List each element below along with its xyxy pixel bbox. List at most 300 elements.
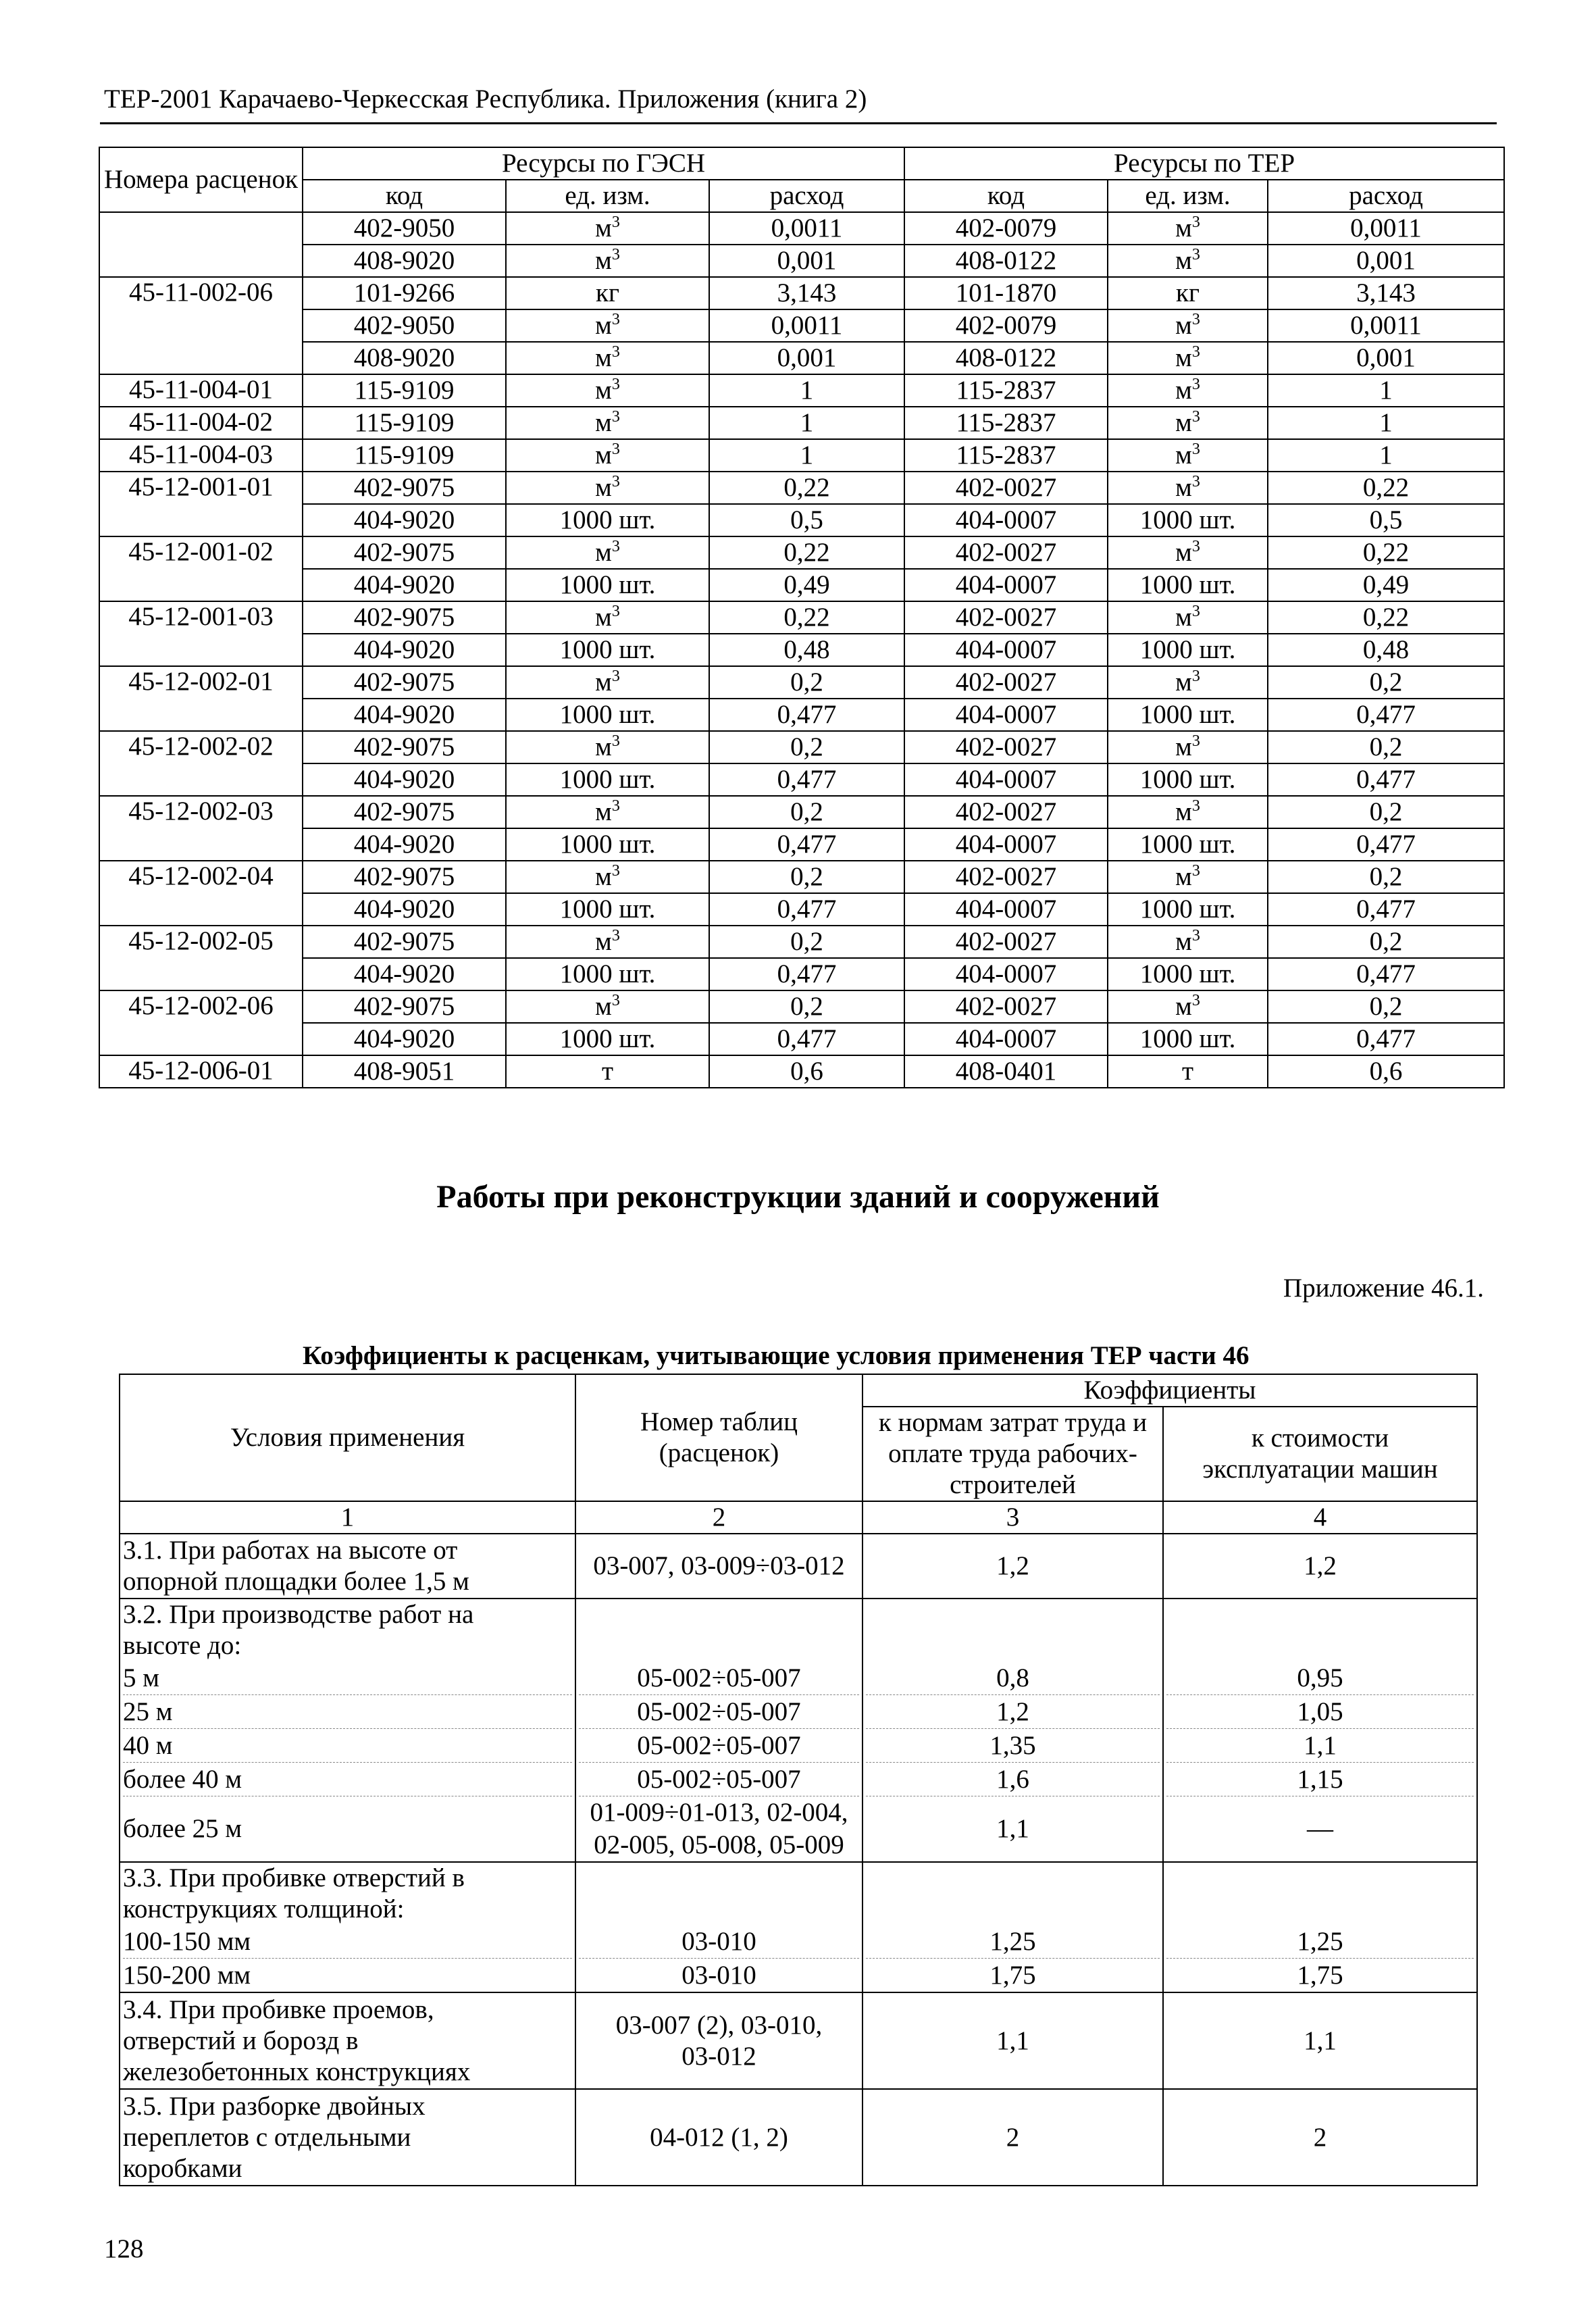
- unit-text: м: [595, 441, 612, 470]
- tables-value: 05-002÷05-007: [579, 1695, 859, 1729]
- gesn-code-cell: 404-9020: [303, 828, 506, 861]
- unit-text: м: [595, 213, 612, 243]
- ter-code-cell: 402-0027: [904, 666, 1108, 699]
- resource-row: [99, 699, 1504, 731]
- unit-exponent: 3: [611, 797, 620, 815]
- ter-consumption-cell: 0,477: [1268, 699, 1504, 731]
- ter-unit-cell: [1108, 634, 1268, 666]
- gesn-code-cell: 402-9075: [303, 861, 506, 893]
- header-machine-line: к стоимости: [1251, 1424, 1389, 1453]
- gesn-unit-cell: [506, 277, 709, 309]
- unit-text: м: [595, 668, 612, 697]
- gesn-unit-cell: [506, 893, 709, 926]
- unit-text: 1000 шт.: [559, 895, 656, 924]
- unit-text: м: [1175, 408, 1192, 437]
- unit-text: м: [595, 408, 612, 437]
- unit-exponent: 3: [611, 862, 620, 880]
- condition-line: опорной площадки более 1,5 м: [123, 1567, 469, 1596]
- resource-row: [99, 309, 1504, 342]
- header-gesn: Ресурсы по ГЭСН: [303, 147, 904, 180]
- ter-code-cell: 404-0007: [904, 569, 1108, 601]
- unit-text: 1000 шт.: [1139, 635, 1236, 664]
- tables-cell: [575, 1862, 863, 1992]
- header-labor-line: к нормам затрат труда и: [878, 1408, 1148, 1437]
- condition-line: 3.2. При производстве работ на: [123, 1600, 474, 1629]
- col-number: 4: [1163, 1501, 1477, 1534]
- ter-unit-cell: [1108, 601, 1268, 634]
- unit-text: кг: [596, 278, 619, 307]
- unit-text: м: [1175, 668, 1192, 697]
- gesn-unit-cell: [506, 699, 709, 731]
- unit-exponent: 3: [1191, 732, 1200, 750]
- unit-text: м: [1175, 538, 1192, 567]
- condition-cell: [120, 1534, 575, 1599]
- gesn-unit-cell: [506, 990, 709, 1023]
- labor-coef-cell: 1,2: [863, 1534, 1163, 1599]
- ter-consumption-cell: 0,477: [1268, 828, 1504, 861]
- resource-row: [99, 1055, 1504, 1088]
- gesn-code-cell: 408-9020: [303, 245, 506, 277]
- ter-code-cell: 402-0027: [904, 731, 1108, 763]
- unit-text: м: [1175, 441, 1192, 470]
- labor-coef-value: 1,6: [866, 1763, 1160, 1796]
- gesn-unit-cell: [506, 828, 709, 861]
- condition-line: 3.1. При работах на высоте от: [123, 1536, 458, 1565]
- ter-unit-cell: [1108, 407, 1268, 439]
- machine-coef-cell: 1,1: [1163, 1992, 1477, 2089]
- labor-coef-cell: 1,1: [863, 1992, 1163, 2089]
- ter-consumption-cell: 0,2: [1268, 990, 1504, 1023]
- ter-consumption-cell: 0,0011: [1268, 212, 1504, 245]
- gesn-consumption-cell: 0,2: [709, 990, 904, 1023]
- ter-code-cell: 404-0007: [904, 958, 1108, 990]
- unit-exponent: 3: [1191, 992, 1200, 1009]
- tables-value: 03-010: [681, 1961, 756, 1990]
- gesn-unit-cell: [506, 796, 709, 828]
- resource-row: [99, 439, 1504, 472]
- table2-caption: Коэффициенты к расценкам, учитывающие условия применения ТЕР части 46: [303, 1341, 1250, 1370]
- labor-coef-value: 1,35: [866, 1729, 1160, 1763]
- gesn-unit-cell: [506, 245, 709, 277]
- unit-text: м: [1175, 311, 1192, 340]
- unit-exponent: 3: [611, 473, 620, 491]
- tables-value: 05-002÷05-007: [579, 1729, 859, 1763]
- ter-unit-cell: [1108, 958, 1268, 990]
- gesn-code-cell: 408-9051: [303, 1055, 506, 1088]
- ter-unit-cell: [1108, 245, 1268, 277]
- ter-code-cell: 404-0007: [904, 828, 1108, 861]
- resource-row: [99, 472, 1504, 504]
- ter-unit-cell: [1108, 990, 1268, 1023]
- unit-text: 1000 шт.: [559, 635, 656, 664]
- rate-number-cell: 45-11-004-01: [99, 374, 303, 407]
- unit-text: м: [595, 311, 612, 340]
- tables-cell: [575, 1599, 863, 1862]
- table2-row-3-3: [120, 1862, 1477, 1992]
- ter-unit-cell: [1108, 861, 1268, 893]
- labor-coef-cell: 2: [863, 2089, 1163, 2186]
- resources-table-body: [99, 212, 1504, 1088]
- gesn-unit-cell: [506, 731, 709, 763]
- resource-row: [99, 926, 1504, 958]
- unit-text: м: [1175, 213, 1192, 243]
- unit-text: 1000 шт.: [559, 765, 656, 794]
- condition-line: 3.5. При разборке двойных: [123, 2091, 426, 2121]
- unit-exponent: 3: [1191, 213, 1200, 231]
- gesn-consumption-cell: 0,22: [709, 536, 904, 569]
- resource-row: [99, 958, 1504, 990]
- unit-text: м: [1175, 862, 1192, 891]
- header-conditions: Условия применения: [120, 1374, 575, 1501]
- resource-row: [99, 212, 1504, 245]
- resource-row: [99, 763, 1504, 796]
- table1-header-row-1: [99, 147, 1504, 180]
- unit-text: м: [1175, 732, 1192, 761]
- gesn-unit-cell: [506, 309, 709, 342]
- table2-column-numbers-row: [120, 1501, 1477, 1534]
- subcondition-label: более 40 м: [123, 1763, 572, 1796]
- rate-number-cell: 45-11-002-06: [99, 277, 303, 374]
- ter-consumption-cell: 0,477: [1268, 1023, 1504, 1055]
- ter-unit-cell: [1108, 1055, 1268, 1088]
- unit-exponent: 3: [1191, 862, 1200, 880]
- unit-exponent: 3: [611, 992, 620, 1009]
- unit-text: м: [595, 732, 612, 761]
- unit-text: м: [1175, 603, 1192, 632]
- gesn-consumption-cell: 0,5: [709, 504, 904, 536]
- ter-unit-cell: [1108, 536, 1268, 569]
- ter-code-cell: 115-2837: [904, 439, 1108, 472]
- unit-exponent: 3: [611, 311, 620, 328]
- ter-unit-cell: [1108, 828, 1268, 861]
- tables-cell: 03-007, 03-009÷03-012: [575, 1534, 863, 1599]
- gesn-unit-cell: [506, 536, 709, 569]
- rate-number-cell: 45-11-004-02: [99, 407, 303, 439]
- unit-exponent: 3: [611, 732, 620, 750]
- rate-number-cell: 45-12-002-02: [99, 731, 303, 796]
- header-coefficients: Коэффициенты: [863, 1374, 1477, 1407]
- gesn-code-cell: 408-9020: [303, 342, 506, 374]
- header-unit: ед. изм.: [1108, 180, 1268, 212]
- gesn-consumption-cell: 0,2: [709, 731, 904, 763]
- ter-unit-cell: [1108, 699, 1268, 731]
- resource-row: [99, 407, 1504, 439]
- ter-unit-cell: [1108, 569, 1268, 601]
- gesn-code-cell: 404-9020: [303, 634, 506, 666]
- ter-consumption-cell: 0,49: [1268, 569, 1504, 601]
- unit-text: 1000 шт.: [1139, 700, 1236, 729]
- unit-text: 1000 шт.: [1139, 959, 1236, 988]
- ter-consumption-cell: 0,2: [1268, 861, 1504, 893]
- unit-text: м: [595, 246, 612, 275]
- condition-cell: [120, 1992, 575, 2089]
- table2-row-3-1: [120, 1534, 1477, 1599]
- unit-text: 1000 шт.: [559, 830, 656, 859]
- unit-text: м: [595, 343, 612, 372]
- ter-unit-cell: [1108, 926, 1268, 958]
- gesn-code-cell: 402-9050: [303, 212, 506, 245]
- ter-consumption-cell: 3,143: [1268, 277, 1504, 309]
- col-number: 1: [120, 1501, 575, 1534]
- unit-exponent: 3: [611, 343, 620, 361]
- subcondition-label: более 25 м: [123, 1814, 242, 1843]
- resource-row: [99, 536, 1504, 569]
- resource-row: [99, 893, 1504, 926]
- ter-code-cell: 404-0007: [904, 763, 1108, 796]
- machine-coef-value: 1,25: [1166, 1925, 1474, 1959]
- gesn-unit-cell: [506, 342, 709, 374]
- ter-code-cell: 402-0027: [904, 926, 1108, 958]
- ter-consumption-cell: 0,477: [1268, 893, 1504, 926]
- gesn-unit-cell: [506, 861, 709, 893]
- unit-exponent: 3: [611, 538, 620, 555]
- gesn-consumption-cell: 0,2: [709, 926, 904, 958]
- unit-exponent: 3: [611, 441, 620, 458]
- gesn-unit-cell: [506, 763, 709, 796]
- ter-unit-cell: [1108, 504, 1268, 536]
- labor-coef-value: 1,2: [866, 1695, 1160, 1729]
- gesn-code-cell: 115-9109: [303, 439, 506, 472]
- header-labor: [863, 1407, 1163, 1501]
- header-machine-line: эксплуатации машин: [1202, 1455, 1438, 1484]
- ter-unit-cell: [1108, 212, 1268, 245]
- condition-line: железобетонных конструкциях: [123, 2057, 471, 2086]
- gesn-consumption-cell: 0,2: [709, 861, 904, 893]
- gesn-unit-cell: [506, 601, 709, 634]
- unit-exponent: 3: [1191, 343, 1200, 361]
- machine-coef-cell: 2: [1163, 2089, 1477, 2186]
- unit-text: 1000 шт.: [559, 700, 656, 729]
- gesn-consumption-cell: 0,001: [709, 245, 904, 277]
- unit-exponent: 3: [611, 213, 620, 231]
- tables-value: 03-010: [579, 1925, 859, 1959]
- ter-code-cell: 408-0122: [904, 245, 1108, 277]
- gesn-code-cell: 402-9075: [303, 536, 506, 569]
- gesn-code-cell: 402-9075: [303, 601, 506, 634]
- gesn-unit-cell: [506, 472, 709, 504]
- ter-code-cell: 402-0079: [904, 309, 1108, 342]
- condition-line: 3.4. При пробивке проемов,: [123, 1994, 434, 2024]
- gesn-consumption-cell: 0,22: [709, 601, 904, 634]
- unit-text: м: [1175, 992, 1192, 1021]
- condition-cell: [120, 1599, 575, 1862]
- gesn-consumption-cell: 0,2: [709, 666, 904, 699]
- unit-exponent: 3: [1191, 797, 1200, 815]
- gesn-unit-cell: [506, 569, 709, 601]
- unit-exponent: 3: [611, 927, 620, 945]
- resource-row: [99, 828, 1504, 861]
- gesn-unit-cell: [506, 666, 709, 699]
- tables-value: 05-002÷05-007: [579, 1661, 859, 1695]
- ter-code-cell: 402-0079: [904, 212, 1108, 245]
- resource-row: [99, 1023, 1504, 1055]
- condition-line: высоте до:: [123, 1631, 242, 1660]
- ter-unit-cell: [1108, 731, 1268, 763]
- resource-row: [99, 990, 1504, 1023]
- machine-coef-cell: [1163, 1599, 1477, 1862]
- gesn-code-cell: 402-9075: [303, 926, 506, 958]
- ter-consumption-cell: 0,477: [1268, 763, 1504, 796]
- ter-unit-cell: [1108, 374, 1268, 407]
- header-ter: Ресурсы по ТЕР: [904, 147, 1504, 180]
- resource-row: [99, 504, 1504, 536]
- labor-coef-cell: [863, 1599, 1163, 1862]
- resource-row: [99, 569, 1504, 601]
- unit-exponent: 3: [611, 603, 620, 620]
- subcondition-label: 150-200 мм: [123, 1961, 251, 1990]
- resource-row: [99, 731, 1504, 763]
- unit-text: 1000 шт.: [559, 1024, 656, 1053]
- unit-text: т: [601, 1057, 614, 1086]
- resource-row: [99, 601, 1504, 634]
- unit-exponent: 3: [1191, 376, 1200, 393]
- header-table-numbers: Номер таблиц (расценок): [575, 1374, 863, 1501]
- header-rule: [100, 122, 1497, 124]
- gesn-consumption-cell: 0,477: [709, 763, 904, 796]
- rate-number-cell: [99, 212, 303, 277]
- gesn-consumption-cell: 0,477: [709, 699, 904, 731]
- condition-line: 3.3. При пробивке отверстий в: [123, 1863, 465, 1892]
- rate-number-cell: 45-12-002-01: [99, 666, 303, 731]
- tables-cell: 04-012 (1, 2): [575, 2089, 863, 2186]
- ter-consumption-cell: 0,001: [1268, 342, 1504, 374]
- gesn-code-cell: 402-9075: [303, 731, 506, 763]
- unit-text: 1000 шт.: [1139, 830, 1236, 859]
- resource-row: [99, 861, 1504, 893]
- resources-table: [99, 147, 1505, 1088]
- machine-coef-value: —: [1307, 1814, 1333, 1843]
- unit-text: т: [1181, 1057, 1194, 1086]
- gesn-code-cell: 404-9020: [303, 958, 506, 990]
- appendix-label: Приложение 46.1.: [1283, 1274, 1484, 1303]
- ter-unit-cell: [1108, 309, 1268, 342]
- ter-code-cell: 115-2837: [904, 374, 1108, 407]
- header-consumption: расход: [709, 180, 904, 212]
- ter-code-cell: 404-0007: [904, 699, 1108, 731]
- section-title: Работы при реконструкции зданий и сооружений: [436, 1179, 1160, 1215]
- ter-unit-cell: [1108, 472, 1268, 504]
- gesn-code-cell: 404-9020: [303, 1023, 506, 1055]
- ter-consumption-cell: 0,48: [1268, 634, 1504, 666]
- machine-coef-cell: [1163, 1862, 1477, 1992]
- gesn-unit-cell: [506, 926, 709, 958]
- ter-consumption-cell: 0,6: [1268, 1055, 1504, 1088]
- condition-cell: [120, 2089, 575, 2186]
- ter-consumption-cell: 0,5: [1268, 504, 1504, 536]
- labor-coef-value: 0,8: [866, 1661, 1160, 1695]
- unit-text: м: [1175, 797, 1192, 826]
- gesn-consumption-cell: 3,143: [709, 277, 904, 309]
- resource-row: [99, 634, 1504, 666]
- unit-text: м: [1175, 343, 1192, 372]
- gesn-unit-cell: [506, 439, 709, 472]
- ter-consumption-cell: 1: [1268, 407, 1504, 439]
- ter-consumption-cell: 0,2: [1268, 926, 1504, 958]
- unit-text: м: [1175, 473, 1192, 502]
- gesn-unit-cell: [506, 407, 709, 439]
- unit-text: 1000 шт.: [1139, 765, 1236, 794]
- ter-code-cell: 404-0007: [904, 634, 1108, 666]
- machine-coef-value: 1,1: [1166, 1729, 1474, 1763]
- resource-row: [99, 342, 1504, 374]
- condition-line: коробками: [123, 2153, 242, 2183]
- gesn-code-cell: 402-9075: [303, 796, 506, 828]
- machine-coef-value: 1,75: [1297, 1961, 1343, 1990]
- subcondition-label: 25 м: [123, 1695, 572, 1729]
- gesn-unit-cell: [506, 212, 709, 245]
- ter-consumption-cell: 0,001: [1268, 245, 1504, 277]
- gesn-consumption-cell: 1: [709, 374, 904, 407]
- resource-row: [99, 666, 1504, 699]
- subcondition-label: 100-150 мм: [123, 1925, 572, 1959]
- gesn-unit-cell: [506, 958, 709, 990]
- gesn-consumption-cell: 0,48: [709, 634, 904, 666]
- ter-consumption-cell: 1: [1268, 439, 1504, 472]
- unit-exponent: 3: [1191, 927, 1200, 945]
- unit-text: м: [1175, 246, 1192, 275]
- gesn-code-cell: 404-9020: [303, 504, 506, 536]
- ter-code-cell: 402-0027: [904, 536, 1108, 569]
- ter-consumption-cell: 0,0011: [1268, 309, 1504, 342]
- header-labor-line: строителей: [950, 1470, 1076, 1499]
- gesn-consumption-cell: 1: [709, 407, 904, 439]
- resource-row: [99, 245, 1504, 277]
- unit-exponent: 3: [1191, 311, 1200, 328]
- machine-coef-cell: 1,2: [1163, 1534, 1477, 1599]
- gesn-code-cell: 402-9075: [303, 990, 506, 1023]
- unit-text: 1000 шт.: [559, 505, 656, 534]
- header-machine: [1163, 1407, 1477, 1501]
- rate-number-cell: 45-12-002-04: [99, 861, 303, 926]
- ter-consumption-cell: 0,477: [1268, 958, 1504, 990]
- gesn-code-cell: 404-9020: [303, 893, 506, 926]
- header-unit: ед. изм.: [506, 180, 709, 212]
- tables-value: 03-012: [681, 2041, 756, 2071]
- table2-row-3-4: [120, 1992, 1477, 2089]
- labor-coef-value: 1,75: [989, 1961, 1036, 1990]
- table2-row-3-5: [120, 2089, 1477, 2186]
- unit-text: 1000 шт.: [559, 570, 656, 599]
- unit-text: м: [595, 862, 612, 891]
- unit-exponent: 3: [611, 376, 620, 393]
- ter-consumption-cell: 1: [1268, 374, 1504, 407]
- gesn-unit-cell: [506, 1023, 709, 1055]
- unit-text: м: [595, 538, 612, 567]
- machine-coef-value: 1,15: [1166, 1763, 1474, 1796]
- ter-unit-cell: [1108, 763, 1268, 796]
- condition-cell: [120, 1862, 575, 1992]
- unit-text: м: [1175, 927, 1192, 956]
- resource-row: [99, 374, 1504, 407]
- gesn-consumption-cell: 0,22: [709, 472, 904, 504]
- ter-unit-cell: [1108, 1023, 1268, 1055]
- table2-header-row-1: [120, 1374, 1477, 1407]
- ter-unit-cell: [1108, 342, 1268, 374]
- coefficients-table: [119, 1374, 1478, 2186]
- running-header: ТЕР-2001 Карачаево-Черкесская Республика. Приложения (книга 2): [104, 84, 867, 114]
- page-number: 128: [104, 2234, 144, 2263]
- condition-line: отверстий и борозд в: [123, 2026, 359, 2055]
- table1-header-row-2: [99, 180, 1504, 212]
- resource-row: [99, 796, 1504, 828]
- subcondition-label: 5 м: [123, 1661, 572, 1695]
- gesn-code-cell: 404-9020: [303, 569, 506, 601]
- tables-value: 03-007 (2), 03-010,: [615, 2010, 823, 2040]
- header-consumption: расход: [1268, 180, 1504, 212]
- header-rate-numbers: Номера расценок: [99, 147, 303, 212]
- rate-number-cell: 45-12-001-03: [99, 601, 303, 666]
- ter-consumption-cell: 0,2: [1268, 666, 1504, 699]
